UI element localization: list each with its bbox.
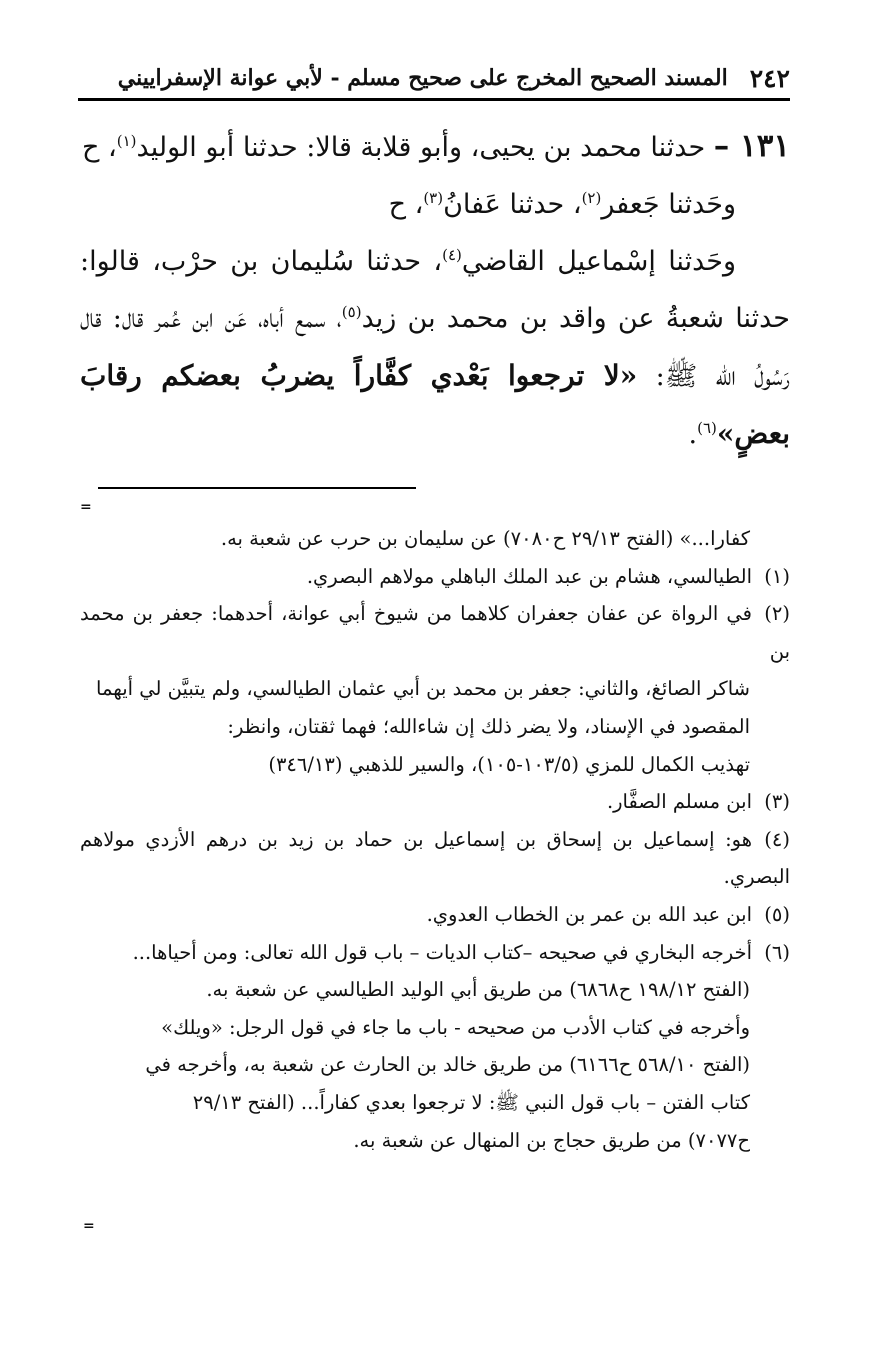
footnote-6-line-5: كتاب الفتن – باب قول النبي ﷺ: لا ترجعوا بعدي كفاراً... (الفتح ٢٩/١٣ xyxy=(192,1090,750,1114)
footnote-6-number: (٦) xyxy=(764,940,790,964)
footnote-3 xyxy=(80,783,790,821)
footnote-continued-mark: = xyxy=(80,499,92,515)
footnote-5-number: (٥) xyxy=(764,902,790,926)
footnote-continued: كفارا...» (الفتح ٢٩/١٣ ح٧٠٨٠) عن سليمان بن حرب عن شعبة به. xyxy=(220,527,750,550)
footnote-2-number: (٢) xyxy=(764,602,790,626)
header-rule xyxy=(78,98,790,101)
footnote-continues-mark: = xyxy=(83,1218,95,1234)
footnote-5-text: ابن عبد الله بن عمر بن الخطاب العدوي. xyxy=(426,902,752,926)
footnote-separator xyxy=(98,487,416,489)
book-title: المسند الصحيح المخرج على صحيح مسلم - لأبي عوانة الإسفراييني xyxy=(117,65,728,91)
hadith-paragraph-1 xyxy=(80,118,790,176)
footnote-4 xyxy=(80,821,790,896)
isnad-line-3b: ، حدثنا سُليمان بن حرْب، قالوا: حدثنا شعبةُ عن واقد بن محمد بن زيد xyxy=(80,246,790,334)
footnote-6-line-4: (الفتح ٥٦٨/١٠ ح٦١٦٦) من طريق خالد بن الحارث عن شعبة به، وأخرجه في xyxy=(145,1053,750,1077)
footnote-1 xyxy=(80,558,790,596)
footnote-3-number: (٣) xyxy=(764,790,790,814)
footnote-6-line-3: وأخرجه في كتاب الأدب من صحيحه - باب ما جاء في قول الرجل: «ويلك» xyxy=(161,1015,750,1039)
footnote-ref-4[interactable]: (٤) xyxy=(442,246,462,264)
footnote-ref-2[interactable]: (٢) xyxy=(581,189,602,207)
footnote-2-line-2: شاكر الصائغ، والثاني: جعفر بن محمد بن أبي عثمان الطيالسي، ولم يتبيَّن لي أيهما xyxy=(96,677,750,701)
hadith-paragraph-2 xyxy=(80,176,790,233)
footnote-4-text: هو: إسماعيل بن إسحاق بن إسماعيل بن حماد بن زيد بن درهم الأزدي مولاهم البصري. xyxy=(80,827,790,889)
hadith-text xyxy=(80,118,790,463)
footnote-3-text: ابن مسلم الصفَّار. xyxy=(606,790,752,814)
isnad-line-3a: وحَدثنا إسْماعيل القاضي xyxy=(461,246,736,277)
page-number: ٢٤٢ xyxy=(749,63,790,93)
footnote-2-line-3: المقصود في الإسناد، ولا يضر ذلك إن شاءالله؛ فهما ثقتان، وانظر: xyxy=(227,714,750,738)
footnote-6 xyxy=(80,934,790,972)
footnote-ref-6[interactable]: (٦) xyxy=(697,419,717,437)
isnad-line-2b: ، حدثنا عَفانُ xyxy=(443,189,582,220)
isnad-line-2a: وحَدثنا جَعفر xyxy=(601,189,736,220)
hadith-matn: «لا ترجعوا بَعْدي كفَّاراً يضربُ بعضكم رقابَ بعضٍ» xyxy=(80,359,790,450)
isnad-line-1-end: ، ح xyxy=(82,132,117,163)
footnote-ref-1[interactable]: (١) xyxy=(116,132,137,150)
footnote-4-number: (٤) xyxy=(764,827,790,851)
isnad-line-2c: ، ح xyxy=(388,189,424,220)
footnotes xyxy=(80,520,790,1159)
footnote-2-line-4: تهذيب الكمال للمزي (١٠٣/٥-١٠٥)، والسير للذهبي (٣٤٦/١٣) xyxy=(268,752,750,776)
footnote-6-line-1: أخرجه البخاري في صحيحه –كتاب الديات – باب قول الله تعالى: ومن أحياها... xyxy=(132,940,752,964)
isnad-line-1: حدثنا محمد بن يحيى، وأبو قلابة قالا: حدثنا أبو الوليد xyxy=(136,132,706,163)
footnote-1-number: (١) xyxy=(764,564,790,588)
hadith-paragraph-3 xyxy=(80,233,790,463)
isnad-line-3c: ، سمع أباه، عَن ابن عُمر قال: قال رَسُولُ الله ﷺ: xyxy=(80,303,790,392)
footnote-ref-5[interactable]: (٥) xyxy=(341,303,362,321)
footnote-ref-3[interactable]: (٣) xyxy=(423,189,444,207)
footnote-6-line-6: ح٧٠٧٧) من طريق حجاج بن المنهال عن شعبة به. xyxy=(353,1128,750,1152)
footnote-2 xyxy=(80,595,790,670)
footnote-6-line-2: (الفتح ١٩٨/١٢ ح٦٨٦٨) من طريق أبي الوليد الطيالسي عن شعبة به. xyxy=(206,978,750,1002)
footnote-1-text: الطيالسي، هشام بن عبد الملك الباهلي مولاهم البصري. xyxy=(306,564,752,588)
footnote-2-line-1: في الرواة عن عفان جعفران كلاهما من شيوخ أبي عوانة، أحدهما: جعفر بن محمد بن xyxy=(80,602,790,663)
hadith-number: ١٣١ – xyxy=(713,128,790,164)
running-header xyxy=(78,58,790,98)
hadith-end: . xyxy=(688,419,698,450)
footnote-5 xyxy=(80,896,790,934)
